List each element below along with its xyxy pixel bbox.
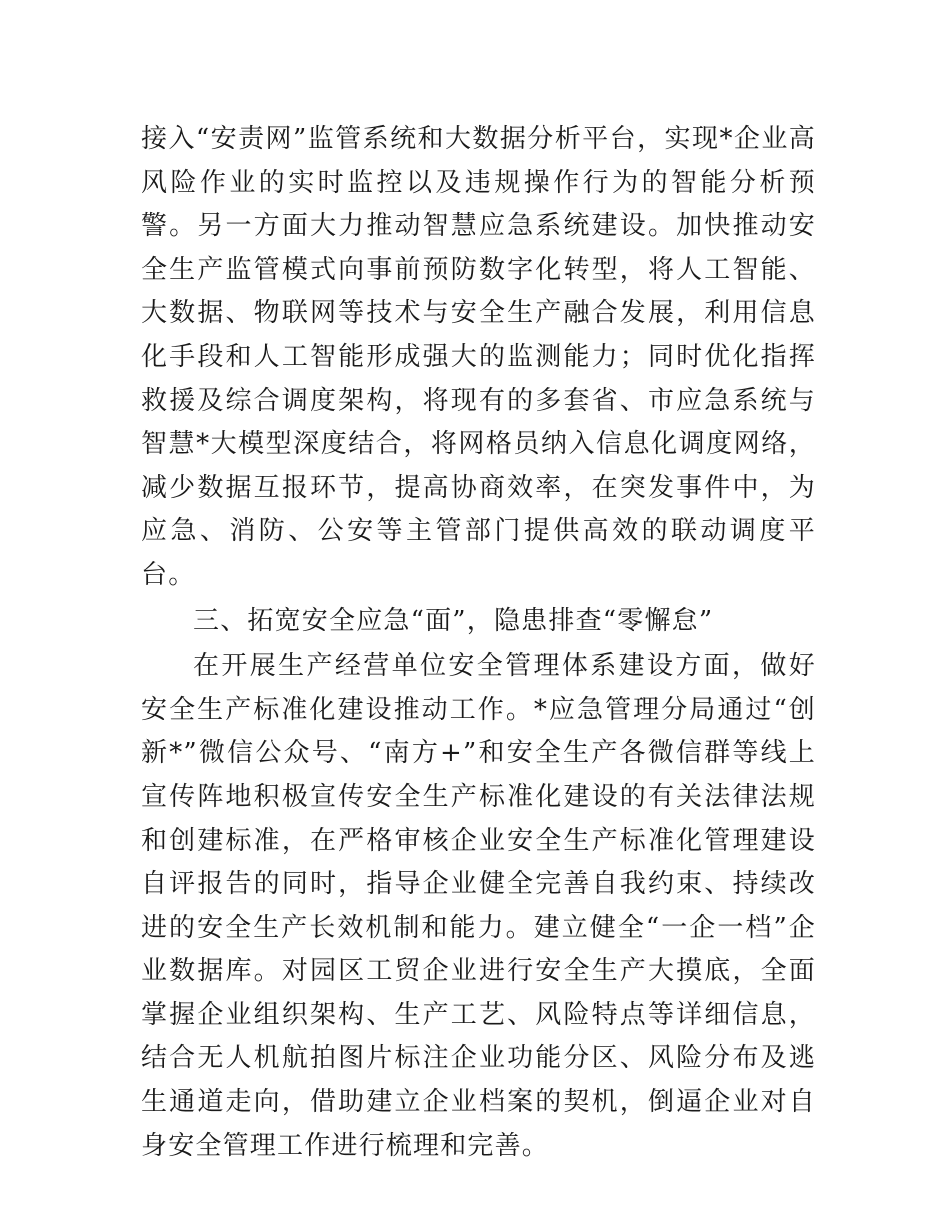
paragraph-section-body: 在开展生产经营单位安全管理体系建设方面，做好安全生产标准化建设推动工作。*应急管理分局通过“创新*”微信公众号、“南方+”和安全生产各微信群等线上宣传阵地积极宣传安全生产标准化建设的有关法律法规和创建标准，在严格审核企业安全生产标准化管理建设自评报告的同时，指导企业健全完善自我约束、持续改进的安全生产长效机制和能力。建立健全“一企一档”企业数据库。对园区工贸企业进行安全生产大摸底，全面掌握企业组织架构、生产工艺、风险特点等详细信息，结合无人机航拍图片标注企业功能分区、风险分布及逃生通道走向，借助建立企业档案的契机，倒逼企业对自身安全管理工作进行梳理和完善。	[141, 651, 816, 1161]
section-heading: 三、拓宽安全应急“面”，隐患排查“零懈怠”	[193, 605, 714, 636]
document-body	[141, 118, 816, 1168]
paragraph-continuation: 接入“安责网”监管系统和大数据分析平台，实现*企业高风险作业的实时监控以及违规操作行为的智能分析预警。另一方面大力推动智慧应急系统建设。加快推动安全生产监管模式向事前预防数字化转型，将人工智能、大数据、物联网等技术与安全生产融合发展，利用信息化手段和人工智能形成强大的监测能力；同时优化指挥救援及综合调度架构，将现有的多套省、市应急系统与智慧*大模型深度结合，将网格员纳入信息化调度网络，减少数据互报环节，提高协商效率，在突发事件中，为应急、消防、公安等主管部门提供高效的联动调度平台。	[141, 124, 816, 590]
